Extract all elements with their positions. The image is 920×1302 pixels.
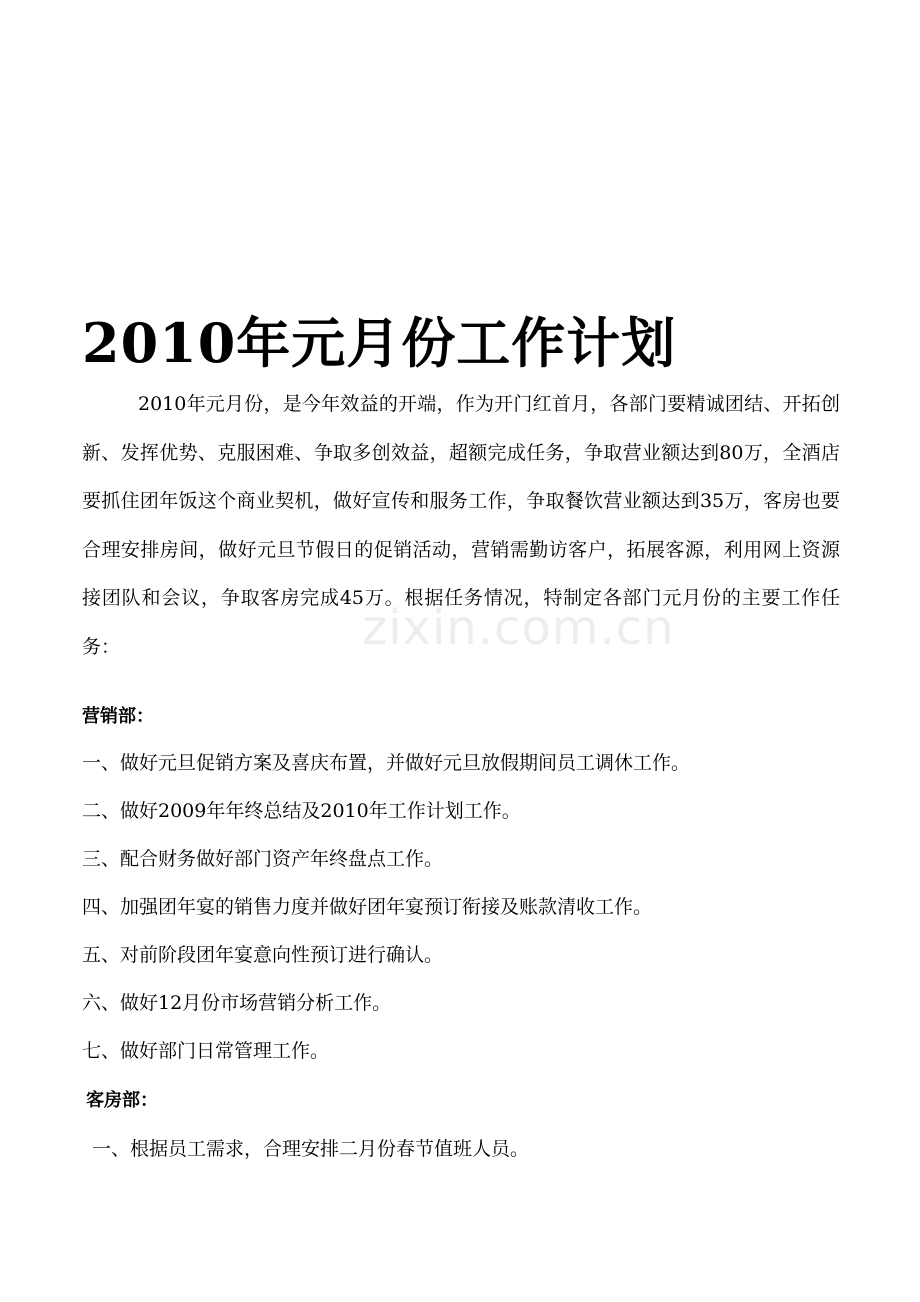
section-heading-housekeeping: 客房部： bbox=[86, 1090, 158, 1111]
marketing-item-7: 七、做好部门日常管理工作。 bbox=[82, 1040, 330, 1062]
document-title: 2010年元月份工作计划 bbox=[82, 311, 677, 375]
housekeeping-item-1: 一、根据员工需求，合理安排二月份春节值班人员。 bbox=[92, 1138, 530, 1160]
marketing-item-3: 三、配合财务做好部门资产年终盘点工作。 bbox=[82, 848, 444, 870]
intro-paragraph: 2010年元月份，是今年效益的开端，作为开门红首月，各部门要精诚团结、开拓创新、发挥优势、克服困难、争取多创效益，超额完成任务，争取营业额达到80万，全酒店要抓住团年饭这个商业契机，做好宣传和服务工作，争取餐饮营业额达到35万，客房也要合理安排房间，做好元旦节假日的促销活动，营销需勤访客户，拓展客源，利用网上资源接团队和会议，争取客房完成45万。根据任务情况，特制定各部门元月份的主要工作任务： bbox=[82, 393, 840, 658]
section-heading-marketing: 营销部： bbox=[82, 706, 154, 727]
marketing-item-2: 二、做好2009年年终总结及2010年工作计划工作。 bbox=[82, 800, 521, 822]
marketing-item-1: 一、做好元旦促销方案及喜庆布置，并做好元旦放假期间员工调休工作。 bbox=[82, 752, 691, 774]
watermark: zixin.com.cn bbox=[362, 600, 675, 656]
marketing-item-6: 六、做好12月份市场营销分析工作。 bbox=[82, 992, 392, 1014]
marketing-item-4: 四、加强团年宴的销售力度并做好团年宴预订衔接及账款清收工作。 bbox=[82, 896, 653, 918]
marketing-item-5: 五、对前阶段团年宴意向性预订进行确认。 bbox=[82, 944, 444, 966]
